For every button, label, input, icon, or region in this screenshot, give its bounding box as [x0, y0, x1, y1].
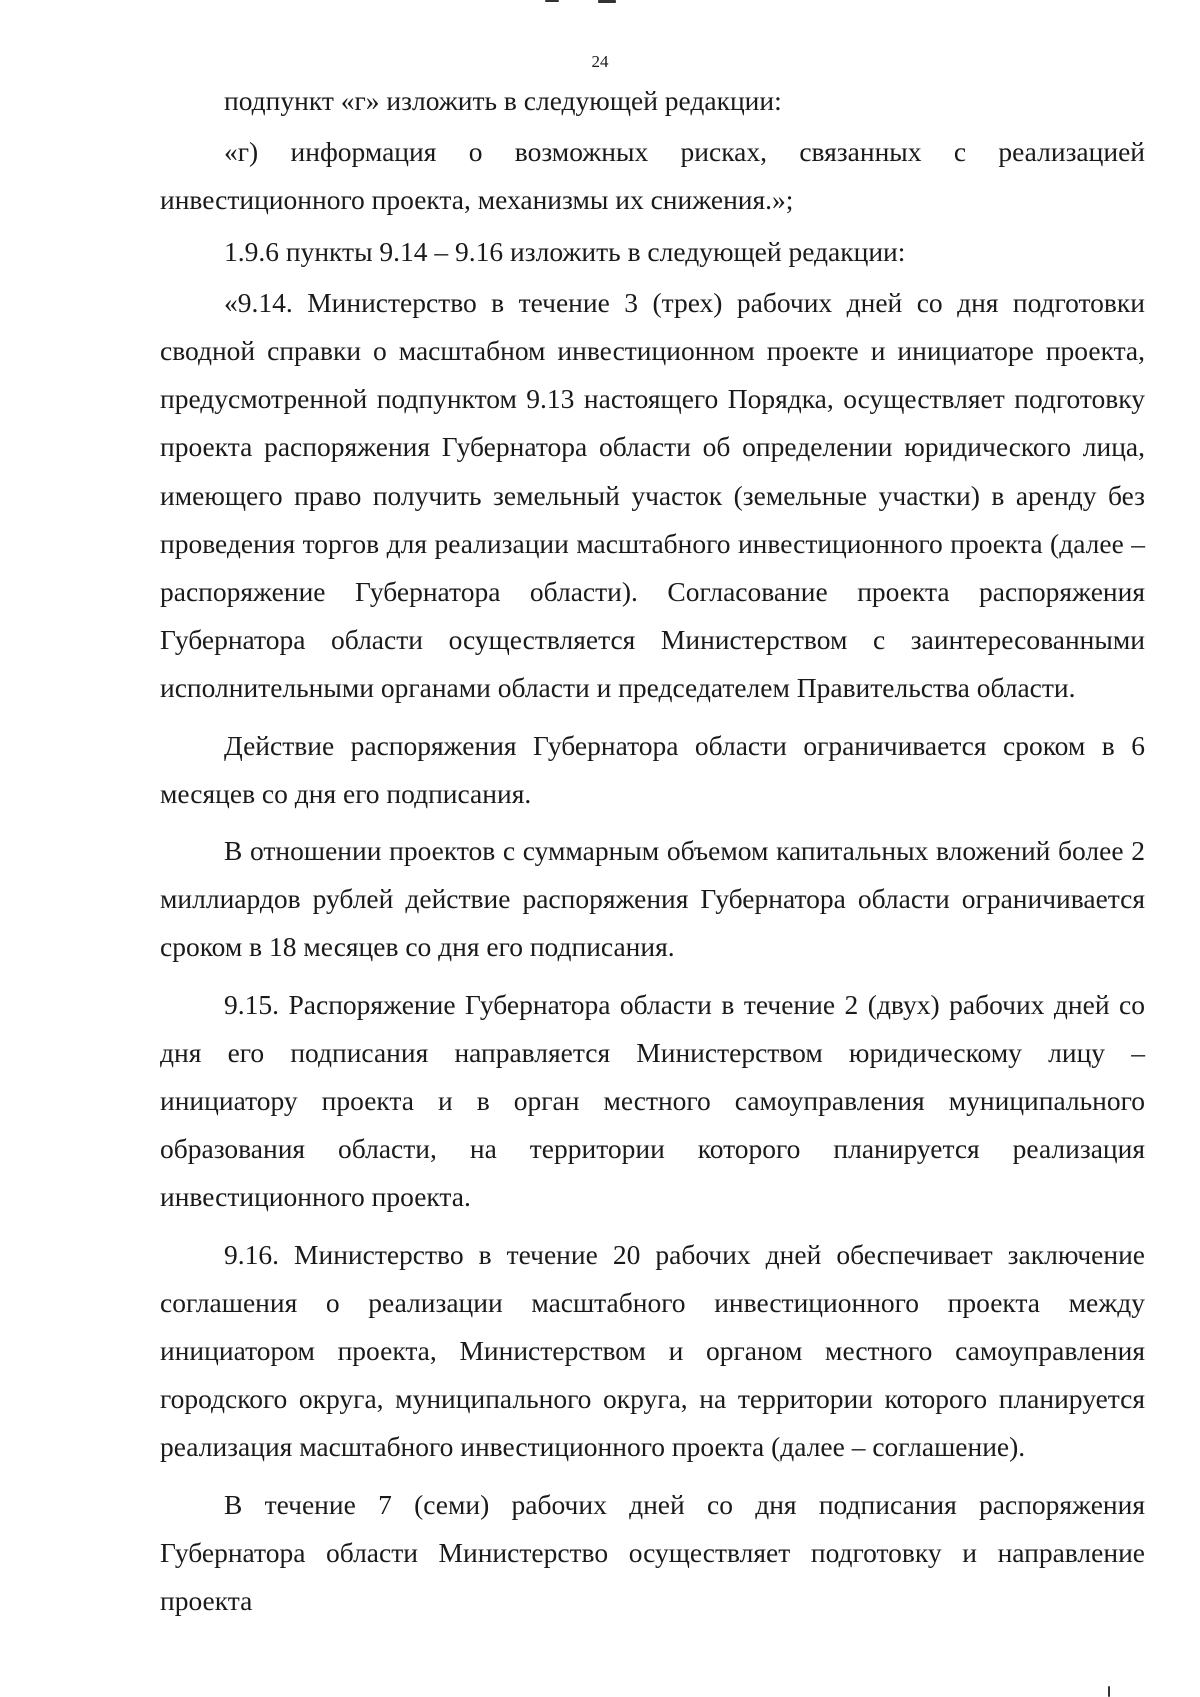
- paragraph-9-14: «9.14. Министерство в течение 3 (трех) рабочих дней со дня подготовки сводной справки о масштабном инвестиционном проекте и инициаторе проекта, предусмотренной подпунктом 9.13 настоящего Порядка, осуществляет подготовку проекта распоряжения Губернатора области об определении юридического лица, имеющего право получить земельный участок (земельные участки) в аренду без проведения торгов для реализации масштабного инвестиционного проекта (далее – распоряжение Губернатора области). Согласование проекта распоряжения Губернатора области осуществляется Министерством с заинтересованными исполнительными органами области и председателем Правительства области.: [160, 286, 1145, 704]
- paragraph-7-days: В течение 7 (семи) рабочих дней со дня подписания распоряжения Губернатора области Министерство осуществляет подготовку и направление проекта: [160, 1488, 1145, 1617]
- paragraph-9-15: 9.15. Распоряжение Губернатора области в течение 2 (двух) рабочих дней со дня его подписания направляется Министерством юридическому лицу – инициатору проекта и в орган местного самоуправления муниципального образования области, на территории которого планируется реализация инвестиционного проекта.: [160, 988, 1145, 1213]
- paragraph-subpoint-g-intro: подпункт «г» изложить в следующей редакции:: [224, 85, 782, 116]
- paragraph-validity-18-months: В отношении проектов с суммарным объемом капитальных вложений более 2 миллиардов рублей действие распоряжения Губернатора области ограничивается сроком в 18 месяцев со дня его подписания.: [160, 835, 1145, 963]
- paragraph-validity-6-months: Действие распоряжения Губернатора области ограничивается сроком в 6 месяцев со дня его подписания.: [160, 729, 1145, 809]
- scan-mark: [1108, 1686, 1110, 1697]
- paragraph-subpoint-g: «г) информация о возможных рисках, связанных с реализацией инвестиционного проекта, механизмы их снижения.»;: [160, 136, 1145, 216]
- paragraph-9-16: 9.16. Министерство в течение 20 рабочих дней обеспечивает заключение соглашения о реализации масштабного инвестиционного проекта между инициатором проекта, Министерством и органом местного самоуправления городского округа, муниципального округа, на территории которого планируется реализация масштабного инвестиционного проекта (далее – соглашение).: [160, 1238, 1145, 1463]
- document-body: [160, 77, 1145, 1625]
- scan-mark: [545, 0, 559, 2]
- paragraph-1-9-6: 1.9.6 пункты 9.14 – 9.16 изложить в следующей редакции:: [224, 235, 906, 267]
- page-number: 24: [591, 52, 609, 71]
- scan-mark: [598, 0, 616, 3]
